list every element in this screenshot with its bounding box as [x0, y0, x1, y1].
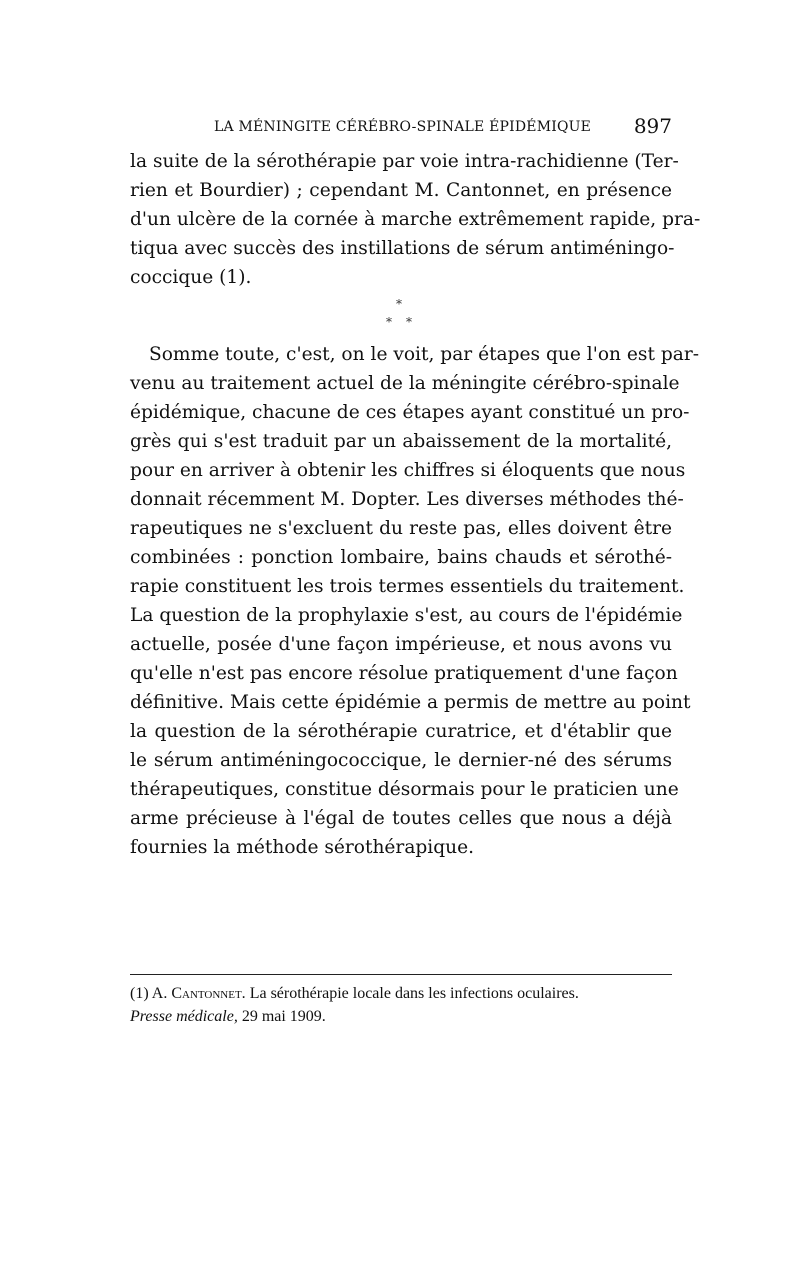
- running-head: [130, 116, 672, 142]
- text-line: la question de la sérothérapie curatrice, et d'établir que: [130, 721, 672, 742]
- text-line: la suite de la sérothérapie par voie intra-rachidienne (Ter-: [130, 151, 679, 172]
- asterism-star: *: [386, 315, 392, 329]
- text-line: le sérum antiméningococcique, le dernier-né des sérums: [130, 750, 672, 771]
- paragraph-1: [130, 147, 701, 292]
- text-line: combinées : ponction lombaire, bains chauds et sérothé-: [130, 547, 672, 568]
- text-line: qu'elle n'est pas encore résolue pratiquement d'une façon: [130, 663, 678, 684]
- footnote-date: 29 mai 1909.: [241, 1008, 326, 1025]
- footnote-journal: Presse médicale,: [130, 1008, 238, 1025]
- asterism-separator: [378, 296, 426, 340]
- text-line: d'un ulcère de la cornée à marche extrêmement rapide, pra-: [130, 209, 701, 230]
- text-line: rapie constituent les trois termes essentiels du traitement.: [130, 576, 685, 597]
- asterism-star: *: [406, 315, 412, 329]
- paragraph-2: [130, 340, 700, 862]
- asterism-star: *: [396, 297, 402, 311]
- footnote-line: [130, 1005, 672, 1028]
- text-line: donnait récemment M. Dopter. Les diverses méthodes thé-: [130, 489, 684, 510]
- running-title: LA MÉNINGITE CÉRÉBRO-SPINALE ÉPIDÉMIQUE: [214, 119, 592, 135]
- text-line: La question de la prophylaxie s'est, au cours de l'épidémie: [130, 605, 683, 626]
- text-line: rien et Bourdier) ; cependant M. Cantonnet, en présence: [130, 180, 672, 201]
- footnote-title: La sérothérapie locale dans les infections oculaires.: [249, 985, 579, 1002]
- footnote-line: [130, 982, 672, 1005]
- text-line: thérapeutiques, constitue désormais pour le praticien une: [130, 779, 679, 800]
- footnote-marker: (1) A.: [130, 985, 168, 1002]
- text-line: grès qui s'est traduit par un abaissement de la mortalité,: [130, 431, 672, 452]
- text-line: arme précieuse à l'égal de toutes celles que nous a déjà: [130, 808, 672, 829]
- footnote-rule: [130, 974, 672, 975]
- text-line: définitive. Mais cette épidémie a permis de mettre au point: [130, 692, 691, 713]
- footnote: [130, 982, 672, 1028]
- footnote-author: Cantonnet.: [171, 985, 246, 1002]
- page-number: 897: [633, 114, 672, 138]
- body-text: [130, 147, 701, 292]
- text-line: coccique (1).: [130, 267, 252, 288]
- text-line: pour en arriver à obtenir les chiffres si éloquents que nous: [130, 460, 686, 481]
- text-line: Somme toute, c'est, on le voit, par étapes que l'on est par-: [149, 344, 700, 365]
- text-line: rapeutiques ne s'excluent du reste pas, elles doivent être: [130, 518, 672, 539]
- text-line: tiqua avec succès des instillations de sérum antiméningo-: [130, 238, 675, 259]
- text-line: fournies la méthode sérothérapique.: [130, 837, 475, 858]
- text-line: venu au traitement actuel de la méningite cérébro-spinale: [130, 373, 680, 394]
- text-line: actuelle, posée d'une façon impérieuse, et nous avons vu: [130, 634, 672, 655]
- text-line: épidémique, chacune de ces étapes ayant constitué un pro-: [130, 402, 690, 423]
